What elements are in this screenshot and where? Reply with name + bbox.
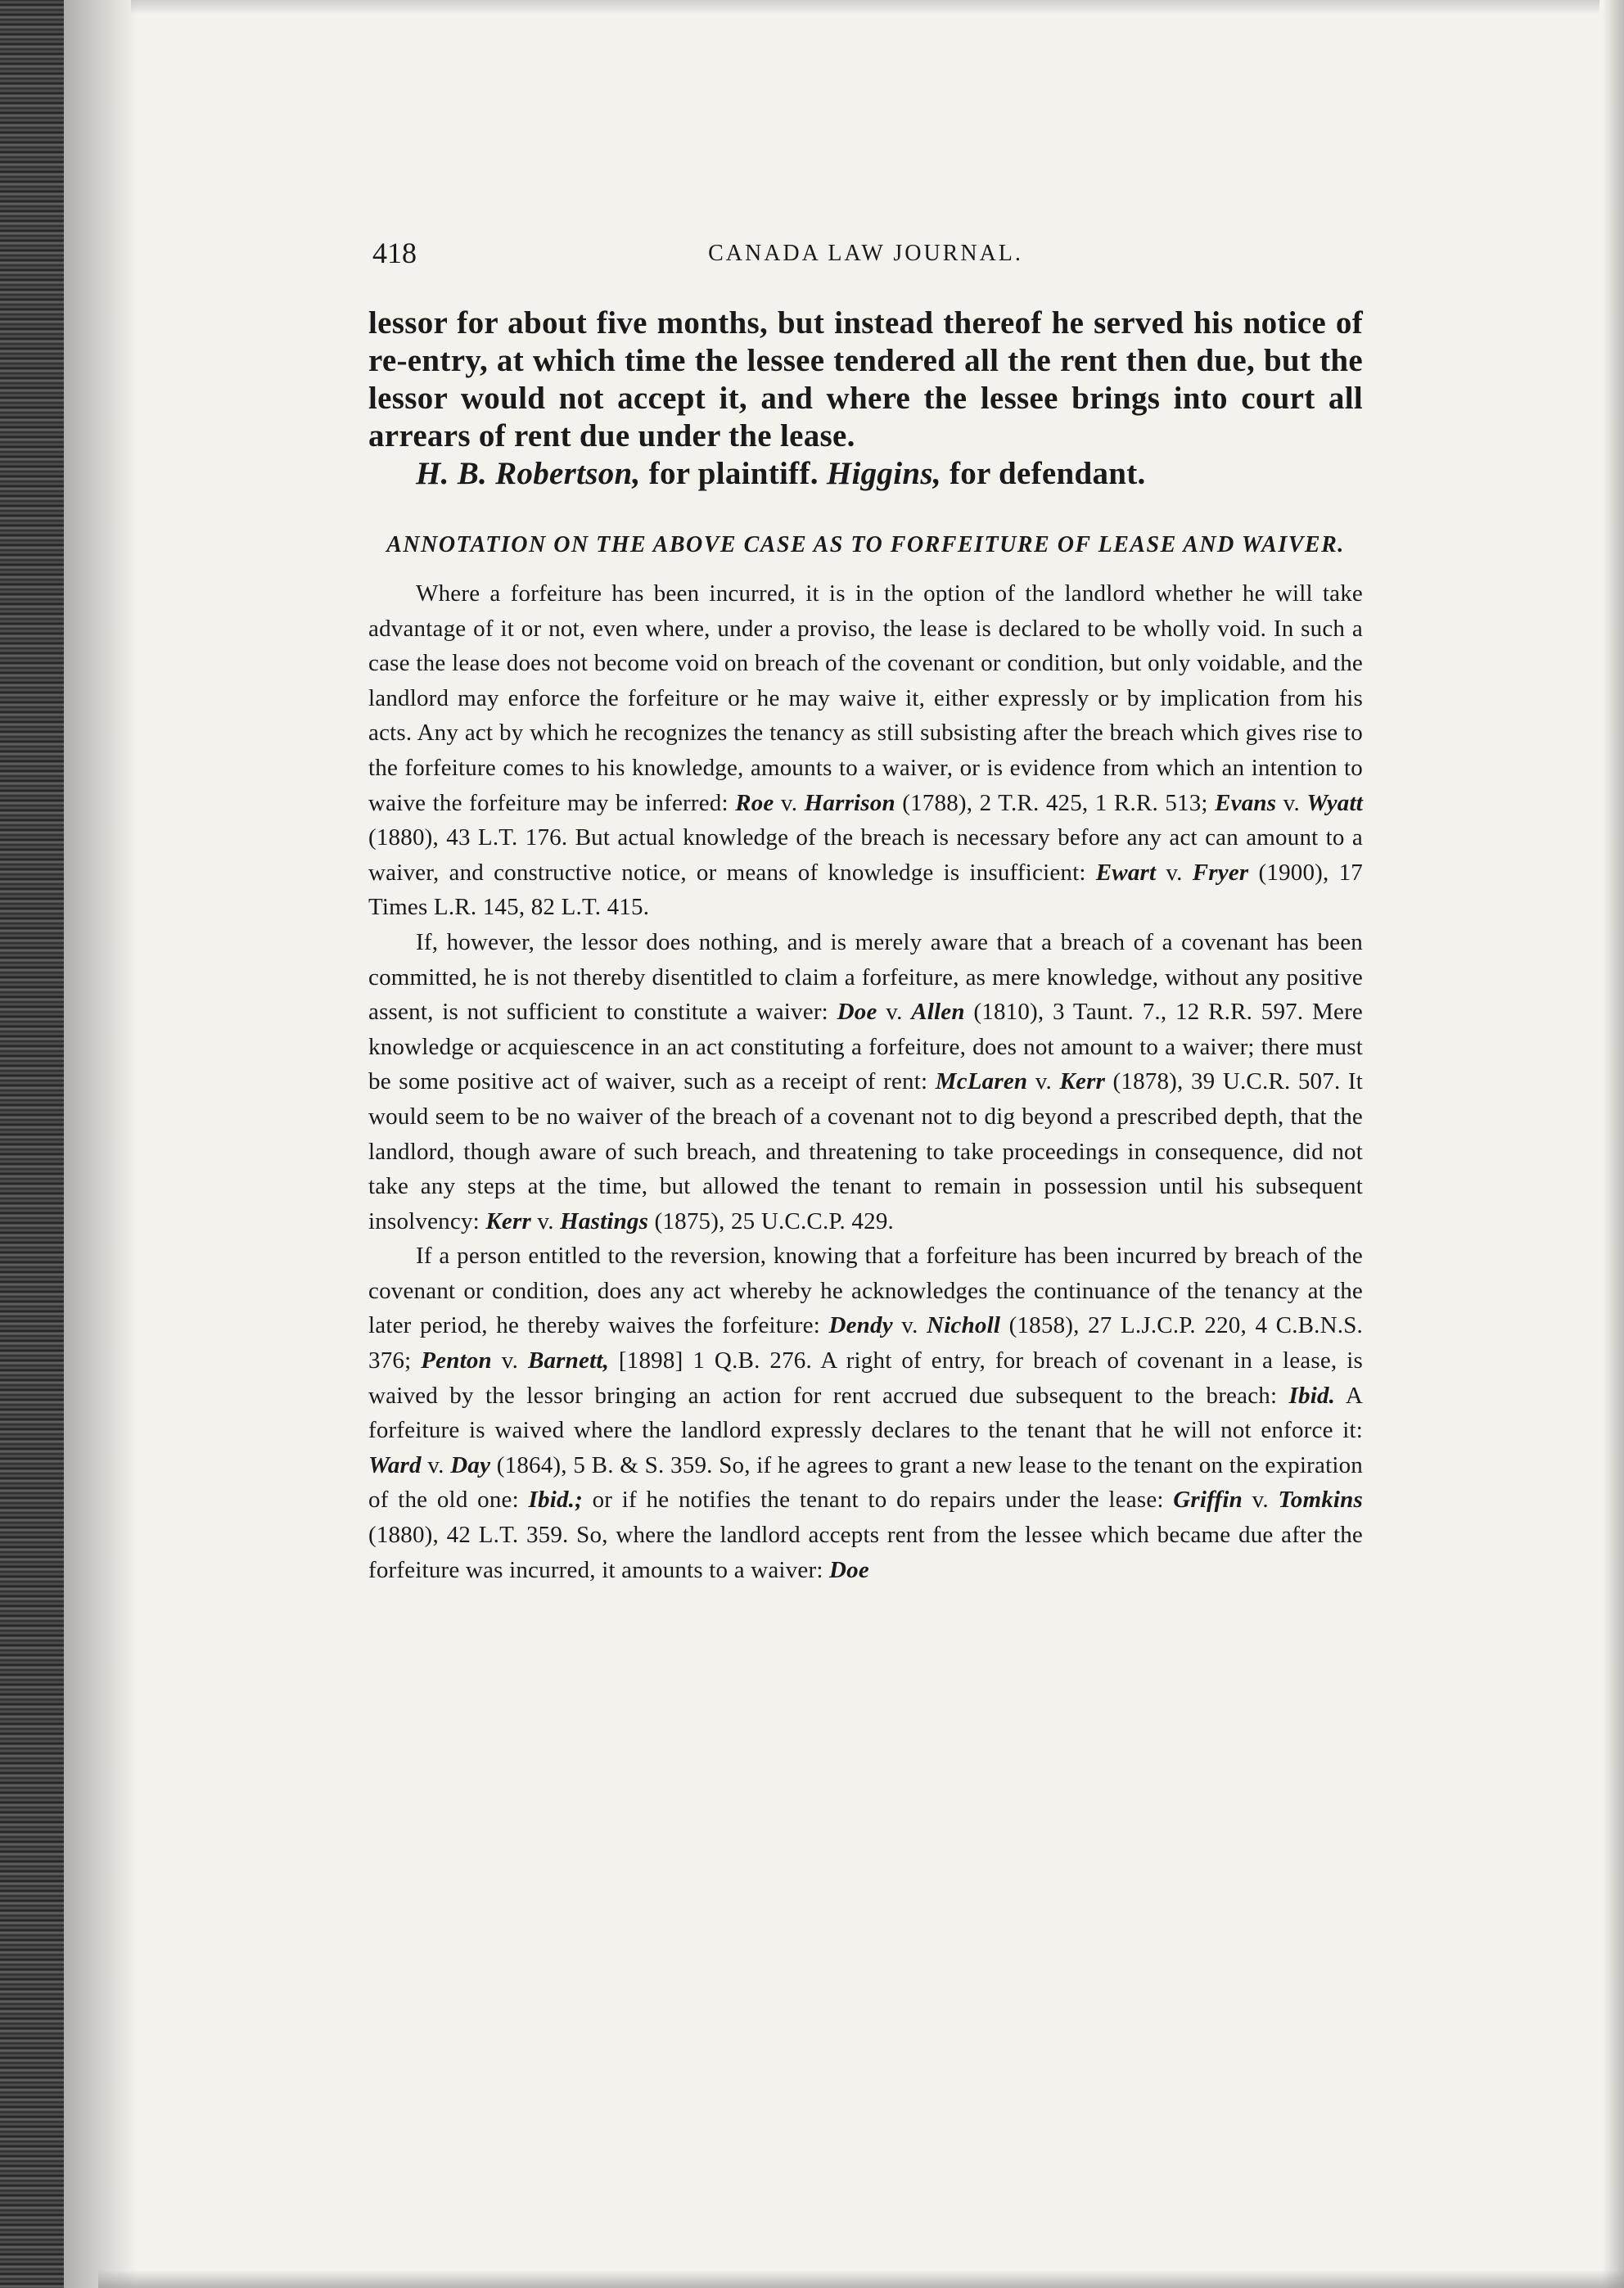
case-name: Wyatt: [1306, 789, 1364, 816]
case-name: Tomkins: [1278, 1487, 1363, 1514]
text-run: v.: [877, 999, 912, 1026]
text-run: v.: [892, 1312, 927, 1339]
case-name: McLaren: [935, 1068, 1028, 1095]
text-run: [1898] 1 Q.B. 276. A right of entry, for breach of covenant in a lease, is waived by the lessor bringing an action for rent accrued due subsequent to the breach:: [368, 1347, 1364, 1409]
text-run: (1810), 3 Taunt. 7., 12 R.R. 597. Mere knowledge or acquiescence in an act constituting a forfeiture, does not amount to a waiver; there must be some positive act of waiver, such as a receipt of rent:: [368, 999, 1364, 1095]
case-name: Griffin: [1173, 1487, 1243, 1514]
counsel-line: [368, 455, 1363, 493]
text-run: If a person entitled to the reversion, knowing that a forfeiture has been incurred by breach of the covenant or condition, does any act whereby he acknowledges the continuance of the tenancy at the later period, he thereby waives the forfeiture:: [368, 1243, 1363, 1339]
scan-top-edge: [131, 0, 1599, 15]
text-run: (1880), 43 L.T. 176. But actual knowledge of the breach is necessary before any act can amount to a waiver, and constructive notice, or means of knowledge is insufficient:: [368, 824, 1363, 886]
text-run: v.: [774, 789, 805, 816]
text-run: (1878), 39 U.C.R. 507. It would seem to be no waiver of the breach of a covenant not to dig beyond a prescribed depth, that the landlord, though aware of such breach, and threatening to take proceedings in consequence, did not take any steps at the time, but allowed the tenant to remain in possession until his subsequent insolvency:: [368, 1068, 1363, 1234]
case-name: Kerr: [485, 1207, 531, 1234]
defendant-counsel-name: Higgins,: [826, 456, 941, 491]
case-name: Harrison: [804, 789, 895, 816]
journal-page: [368, 229, 1363, 1587]
defendant-counsel-role: for defendant.: [941, 456, 1146, 491]
scan-binding-shadow: [64, 0, 138, 2288]
case-name: Roe: [735, 789, 774, 816]
case-name: Allen: [911, 999, 965, 1026]
text-run: (1788), 2 T.R. 425, 1 R.R. 513;: [895, 789, 1216, 816]
case-name: Doe: [829, 1556, 869, 1583]
case-name: Doe: [837, 999, 877, 1026]
scan-right-edge: [1603, 0, 1624, 2288]
case-name: Kerr: [1059, 1068, 1106, 1095]
text-run: If, however, the lessor does nothing, and is merely aware that a breach of a covenant has been committed, he is not thereby disentitled to claim a forfeiture, as mere knowledge, without any positive assent, is not sufficient to constitute a waiver:: [368, 928, 1363, 1026]
case-lead: [368, 305, 1363, 493]
case-name: Ibid.;: [528, 1487, 583, 1514]
case-name: Evans: [1215, 789, 1277, 816]
annotation-heading: ANNOTATION ON THE ABOVE CASE AS TO FORFEITURE OF LEASE AND WAIVER.: [386, 532, 1345, 557]
paragraph-3: [368, 1239, 1363, 1587]
case-name: Ewart: [1095, 859, 1157, 886]
case-name: Ward: [368, 1451, 422, 1478]
case-name: Fryer: [1192, 859, 1249, 886]
case-name: Penton: [421, 1347, 492, 1374]
case-name: Hastings: [560, 1207, 649, 1234]
text-run: (1858), 27 L.J.C.P. 220, 4 C.B.N.S. 376;: [368, 1312, 1364, 1374]
paragraph-2: [368, 925, 1363, 1239]
case-name: Day: [450, 1451, 491, 1478]
text-run: v.: [530, 1207, 561, 1234]
text-run: v.: [421, 1451, 451, 1478]
text-run: v.: [1276, 789, 1307, 816]
paragraph-1: [368, 576, 1363, 925]
journal-title: CANADA LAW JOURNAL.: [708, 241, 1023, 266]
case-name: Dendy: [828, 1312, 893, 1339]
case-name: Ibid.: [1288, 1382, 1336, 1409]
plaintiff-counsel-name: H. B. Robertson,: [416, 456, 641, 491]
text-run: v.: [491, 1347, 528, 1374]
case-name: Barnett,: [527, 1347, 610, 1374]
scan-bottom-edge: [98, 2270, 1624, 2288]
page-number: 418: [372, 237, 417, 269]
running-head: [368, 229, 1363, 278]
text-run: Where a forfeiture has been incurred, it is in the option of the landlord whether he will take advantage of it or not, even where, under a proviso, the lease is declared to be wholly void. In such a case the lease does not become void on breach of the covenant or condition, but only voidable, and the landlord may enforce the forfeiture or he may waive it, either expressly or by implication from his acts. Any act by which he recognizes the tenancy as still subsisting after the breach which gives rise to the forfeiture comes to his knowledge, amounts to a waiver, or is evidence from which an intention to waive the forfeiture may be inferred:: [368, 580, 1363, 816]
case-name: Nicholl: [927, 1312, 1001, 1339]
text-run: A forfeiture is waived where the landlord expressly declares to the tenant that he will not enforce it:: [368, 1382, 1363, 1444]
text-run: v.: [1156, 859, 1193, 886]
scan-binding-edge: [0, 0, 64, 2288]
text-run: (1900), 17 Times L.R. 145, 82 L.T. 415.: [368, 859, 1363, 921]
text-run: v.: [1242, 1487, 1279, 1514]
text-run: (1875), 25 U.C.C.P. 429.: [648, 1207, 894, 1234]
case-lead-text: lessor for about five months, but instead thereof he served his notice of re-entry, at which time the lessee tendered all the rent then due, but the lessor would not accept it, and where the lessee brings into court all arrears of rent due under the lease.: [368, 305, 1363, 454]
text-run: or if he notifies the tenant to do repairs under the lease:: [582, 1487, 1174, 1514]
annotation-body: [368, 576, 1363, 1587]
text-run: (1880), 42 L.T. 359. So, where the landlord accepts rent from the lessee which became due after the forfeiture was incurred, it amounts to a waiver:: [368, 1522, 1363, 1583]
text-run: (1864), 5 B. & S. 359. So, if he agrees to grant a new lease to the tenant on the expiration of the old one:: [368, 1451, 1363, 1514]
text-run: v.: [1027, 1068, 1060, 1095]
plaintiff-counsel-role: for plaintiff.: [640, 456, 827, 491]
